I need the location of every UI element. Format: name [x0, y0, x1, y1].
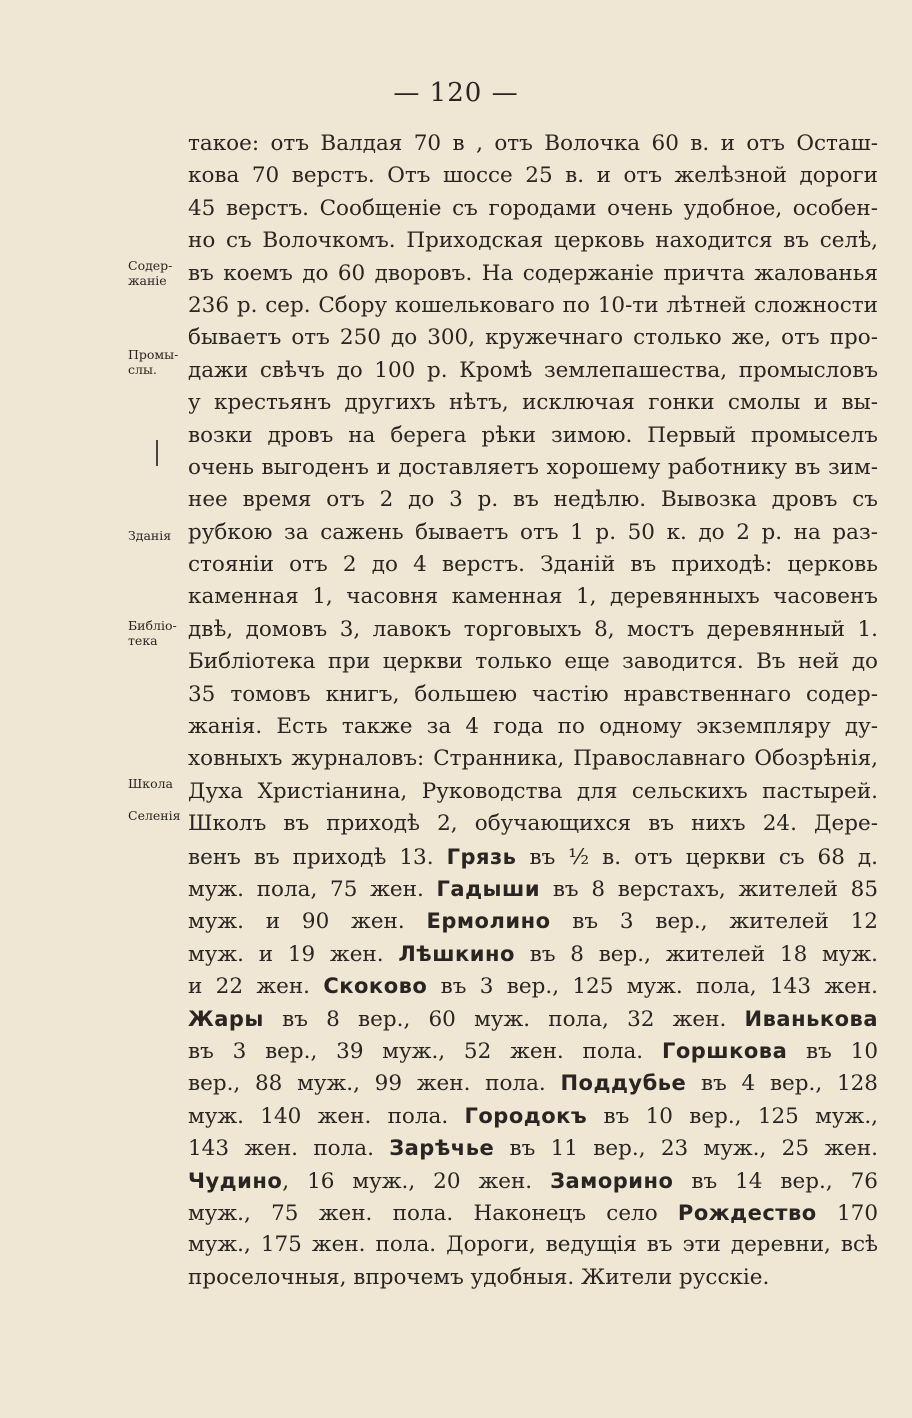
text-run: въ 8 верстахъ, жителей 85	[540, 876, 878, 902]
text-line	[188, 517, 878, 549]
text-run: 45 верстъ. Сообщеніе съ городами очень удобное, особен-	[188, 195, 878, 221]
text-line	[188, 646, 878, 678]
text-line	[188, 160, 878, 192]
text-line	[188, 614, 878, 646]
text-run: въ 3 вер., жителей 12	[550, 909, 878, 935]
text-run: въ 8 вер., 60 муж. пола, 32 жен.	[263, 1006, 745, 1032]
text-line	[188, 1067, 878, 1099]
text-run: 35 томовъ книгъ, большею частію нравственнаго содер-	[188, 681, 878, 707]
text-run: муж., 75 жен. пола. Наконецъ село	[188, 1200, 678, 1226]
text-line	[188, 387, 878, 419]
text-line	[188, 679, 878, 711]
text-run: и 22 жен.	[188, 974, 324, 1000]
text-run: муж., 175 жен. пола. Дороги, ведущія въ эти деревни, всѣ	[188, 1232, 878, 1258]
village-name: Скоково	[323, 974, 428, 999]
text-line	[188, 808, 878, 840]
margin-rule	[156, 440, 158, 466]
text-run: въ 11 вер., 23 муж., 25 жен.	[494, 1136, 878, 1162]
village-name: Горшкова	[661, 1038, 788, 1063]
text-run: вер., 88 муж., 99 жен. пола.	[188, 1071, 561, 1097]
text-run: рубкою за сажень бываетъ отъ 1 р. 50 к. до 2 р. на раз-	[188, 519, 878, 545]
text-line	[188, 193, 878, 225]
text-line	[188, 1262, 878, 1294]
body-text	[188, 128, 878, 1294]
text-run: проселочныя, впрочемъ удобныя. Жители русскіе.	[188, 1264, 770, 1290]
text-line	[188, 1229, 878, 1261]
text-line	[188, 1100, 878, 1132]
text-run: очень выгоденъ и доставляетъ хорошему работнику въ зим-	[188, 454, 878, 480]
text-line	[188, 355, 878, 387]
text-line	[188, 1132, 878, 1164]
text-line	[188, 841, 878, 873]
page-number: — 120 —	[393, 78, 519, 108]
text-run: , 16 муж., 20 жен.	[282, 1168, 551, 1194]
text-run: въ 8 вер., жителей 18 муж.	[514, 941, 878, 967]
margin-note-villages: Селенія	[128, 808, 181, 823]
text-line	[188, 258, 878, 290]
text-line	[188, 1003, 878, 1035]
text-run: Духа Христіанина, Руководства для сельскихъ пастырей.	[188, 778, 878, 804]
text-run: кова 70 верстъ. Отъ шоссе 25 в. и отъ желѣзной дороги	[188, 163, 878, 189]
text-run: въ 3 вер., 39 муж., 52 жен. пола.	[188, 1038, 662, 1064]
text-run: стояніи отъ 2 до 4 верстъ. Зданій въ приходѣ: церковь	[188, 552, 878, 578]
text-run: двѣ, домовъ 3, лавокъ торговыхъ 8, мостъ деревянный 1.	[188, 616, 878, 642]
village-name: Городокъ	[464, 1103, 588, 1128]
text-line	[188, 452, 878, 484]
text-run: муж. пола, 75 жен.	[188, 876, 437, 902]
village-name: Грязь	[446, 844, 517, 869]
village-name: Лѣшкино	[398, 941, 515, 966]
text-line	[188, 743, 878, 775]
text-line	[188, 970, 878, 1002]
text-run: муж. 140 жен. пола.	[188, 1103, 465, 1129]
text-line	[188, 1035, 878, 1067]
text-line	[188, 1197, 878, 1229]
text-line	[188, 873, 878, 905]
text-run: въ 3 вер., 125 муж. пола, 143 жен.	[427, 974, 878, 1000]
text-run: у крестьянъ другихъ нѣтъ, исключая гонки смолы и вы-	[188, 390, 878, 416]
text-run: въ 14 вер., 76	[673, 1168, 878, 1194]
text-run: нее время отъ 2 до 3 р. въ недѣлю. Вывозка дровъ съ	[188, 487, 878, 513]
text-run: въ 4 вер., 128	[686, 1071, 878, 1097]
text-run: въ ½ в. отъ церкви съ 68 д.	[516, 844, 878, 870]
text-run: въ 10	[787, 1038, 879, 1064]
text-line	[188, 711, 878, 743]
text-run: муж. и 90 жен.	[188, 909, 427, 935]
text-line	[188, 128, 878, 160]
text-run: въ 10 вер., 125 муж.,	[587, 1103, 878, 1129]
margin-note-buildings: Зданія	[128, 528, 172, 543]
margin-note-trades: Промы- слы.	[128, 347, 179, 377]
text-run: муж. и 19 жен.	[188, 941, 399, 967]
margin-note-content: Содер- жаніе	[128, 258, 173, 288]
text-run: ховныхъ журналовъ: Странника, Православнаго Обозрѣнія,	[188, 746, 878, 772]
text-line	[188, 1165, 878, 1197]
text-line	[188, 549, 878, 581]
text-line	[188, 420, 878, 452]
text-run: каменная 1, часовня каменная 1, деревянныхъ часовенъ	[188, 584, 878, 610]
text-line	[188, 484, 878, 516]
text-line	[188, 581, 878, 613]
village-name: Поддубье	[560, 1071, 687, 1096]
text-run: жанія. Есть также за 4 года по одному экземпляру ду-	[188, 714, 878, 740]
village-name: Гадыши	[436, 876, 541, 901]
village-name: Рождество	[677, 1200, 817, 1225]
text-run: венъ въ приходѣ 13.	[188, 844, 447, 870]
text-run: бываетъ отъ 250 до 300, кружечнаго столько же, отъ про-	[188, 325, 878, 351]
margin-note-library: Библіо- тека	[128, 618, 177, 648]
text-line	[188, 905, 878, 937]
text-run: такое: отъ Валдая 70 в , отъ Волочка 60 в. и отъ Осташ-	[188, 131, 878, 156]
text-line	[188, 225, 878, 257]
text-line	[188, 290, 878, 322]
text-line	[188, 322, 878, 354]
text-run: 236 р. сер. Сбору кошельковаго по 10-ти лѣтней сложности	[188, 292, 878, 318]
text-line	[188, 776, 878, 808]
village-name: Чудино	[188, 1168, 283, 1193]
village-name: Заморино	[550, 1168, 674, 1193]
text-run: дажи свѣчъ до 100 р. Кромѣ землепашества, промысловъ	[188, 357, 878, 383]
text-run: но съ Волочкомъ. Приходская церковь находится въ селѣ,	[188, 228, 878, 254]
text-run: Библіотека при церкви только еще заводится. Въ ней до	[188, 649, 878, 675]
village-name: Ермолино	[426, 909, 551, 934]
text-line	[188, 938, 878, 970]
text-run: 143 жен. пола.	[188, 1136, 390, 1162]
village-name: Иванькова	[744, 1006, 878, 1031]
village-name: Жары	[188, 1006, 264, 1031]
text-run: Школъ въ приходѣ 2, обучающихся въ нихъ 24. Дере-	[188, 811, 878, 837]
text-run: возки дровъ на берега рѣки зимою. Первый промыселъ	[188, 422, 878, 448]
margin-note-school: Школа	[128, 776, 173, 791]
text-run: въ коемъ до 60 дворовъ. На содержаніе причта жалованья	[188, 260, 878, 286]
village-name: Зарѣчье	[389, 1136, 495, 1161]
text-run: 170	[816, 1200, 878, 1226]
